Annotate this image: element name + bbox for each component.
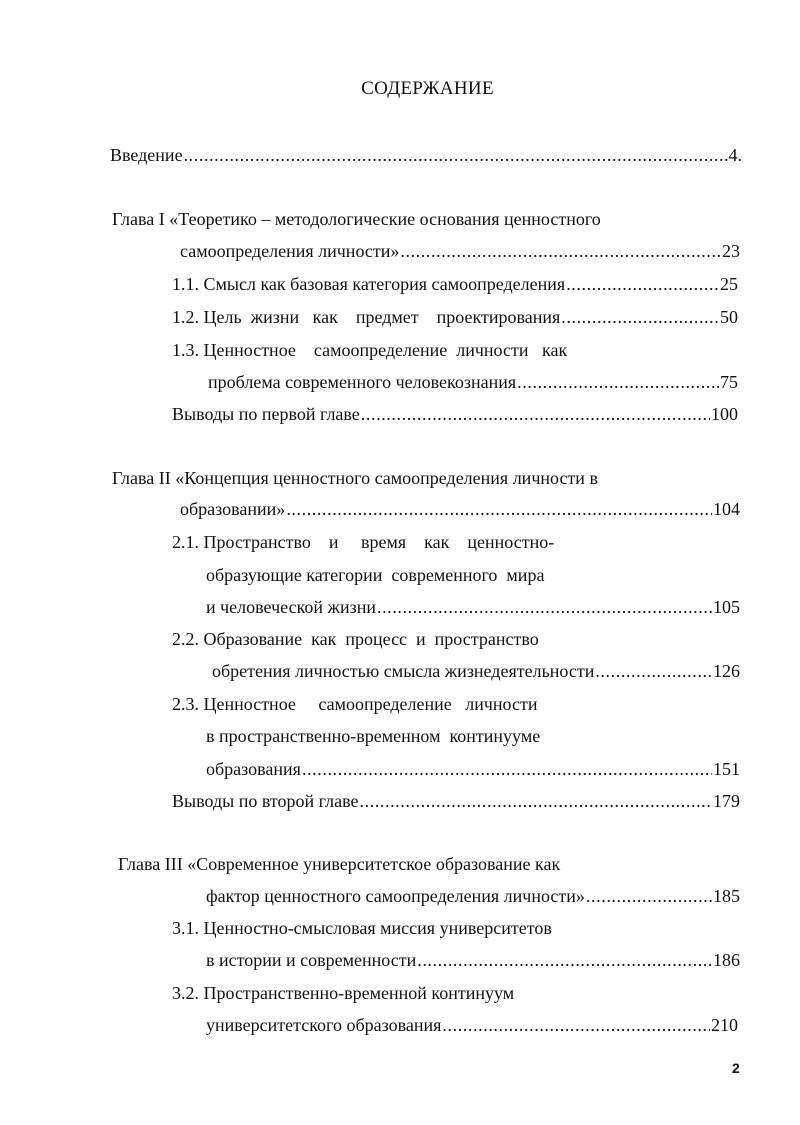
toc-entry-3-1-line1: 3.1. Ценностно-смысловая миссия университетов <box>172 918 552 938</box>
toc-label: и человеческой жизни <box>206 597 376 617</box>
leader-dots <box>361 402 710 426</box>
leader-dots <box>417 948 712 972</box>
toc-page: 179 <box>713 791 740 811</box>
chapter-1-title-end <box>180 239 740 263</box>
toc-entry-2-1 <box>206 595 740 619</box>
page-number: 2 <box>732 1060 740 1076</box>
chapter-3-title: Глава III «Современное университетское образование как <box>118 854 561 874</box>
toc-label: проблема современного человекознания <box>208 372 517 392</box>
toc-label: фактор ценностного самоопределения личности» <box>206 886 585 906</box>
toc-entry-2-1-line2: образующие категории современного мира <box>206 565 545 585</box>
leader-dots <box>359 789 712 813</box>
toc-entry-2-3-line1: 2.3. Ценностное самоопределение личности <box>172 694 538 714</box>
toc-label: образования <box>206 759 301 779</box>
toc-entry-2-3 <box>206 757 740 781</box>
leader-dots <box>286 497 712 521</box>
toc-page: 186 <box>713 950 740 970</box>
toc-page: 210 <box>711 1015 738 1035</box>
toc-label: университетского образования <box>206 1015 442 1035</box>
leader-dots <box>566 272 719 296</box>
toc-label: самоопределения личности» <box>180 241 400 261</box>
toc-entry-ch1-conclusion <box>172 402 738 426</box>
toc-entry-3-2-line1: 3.2. Пространственно-временной континуум <box>172 983 515 1003</box>
toc-label: обретения личностью смысла жизнедеятельности <box>212 661 595 681</box>
toc-label: Выводы по первой главе <box>172 404 360 424</box>
toc-entry-1-3 <box>208 370 738 394</box>
leader-dots <box>595 659 712 683</box>
toc-label: Введение <box>110 145 183 165</box>
chapter-1-title: Глава I «Теоретико – методологические основания ценностного <box>112 209 601 229</box>
toc-page: 126 <box>713 661 740 681</box>
toc-label: 1.1. Смысл как базовая категория самоопределения <box>172 274 566 294</box>
leader-dots <box>377 595 712 619</box>
leader-dots <box>561 305 719 329</box>
leader-dots <box>400 239 721 263</box>
toc-label: Выводы по второй главе <box>172 791 359 811</box>
toc-entry-1-2 <box>172 305 738 329</box>
toc-entry-ch2-conclusion <box>172 789 740 813</box>
toc-label: 1.2. Цель жизни как предмет проектирования <box>172 307 561 327</box>
leader-dots <box>184 143 728 167</box>
toc-entry-2-2 <box>212 659 740 683</box>
toc-entry-2-1-line1: 2.1. Пространство и время как ценностно- <box>172 532 555 552</box>
chapter-3-title-end <box>206 884 740 908</box>
toc-page: 25 <box>720 274 738 294</box>
chapter-2-title-end <box>180 497 740 521</box>
page-title: СОДЕРЖАНИЕ <box>361 78 494 99</box>
toc-label: образовании» <box>180 499 286 519</box>
toc-page: 4. <box>728 145 742 165</box>
toc-page: 75 <box>720 372 738 392</box>
toc-page: 23 <box>722 241 740 261</box>
toc-entry-2-3-line2: в пространственно-временном континууме <box>206 726 541 746</box>
leader-dots <box>302 757 712 781</box>
toc-page: 151 <box>713 759 740 779</box>
toc-entry-intro <box>110 143 742 167</box>
leader-dots <box>586 884 712 908</box>
toc-entry-1-3-line1: 1.3. Ценностное самоопределение личности как <box>172 340 568 360</box>
toc-page: 185 <box>713 886 740 906</box>
toc-entry-3-1 <box>206 948 740 972</box>
toc-page: 104 <box>713 499 740 519</box>
toc-page: 105 <box>713 597 740 617</box>
toc-entry-1-1 <box>172 272 738 296</box>
leader-dots <box>517 370 719 394</box>
toc-page: 50 <box>720 307 738 327</box>
toc-entry-2-2-line1: 2.2. Образование как процесс и пространство <box>172 629 539 649</box>
toc-label: в истории и современности <box>206 950 417 970</box>
toc-page: 100 <box>711 404 738 424</box>
toc-entry-3-2 <box>206 1013 738 1037</box>
leader-dots <box>442 1013 710 1037</box>
chapter-2-title: Глава II «Концепция ценностного самоопределения личности в <box>112 468 598 488</box>
